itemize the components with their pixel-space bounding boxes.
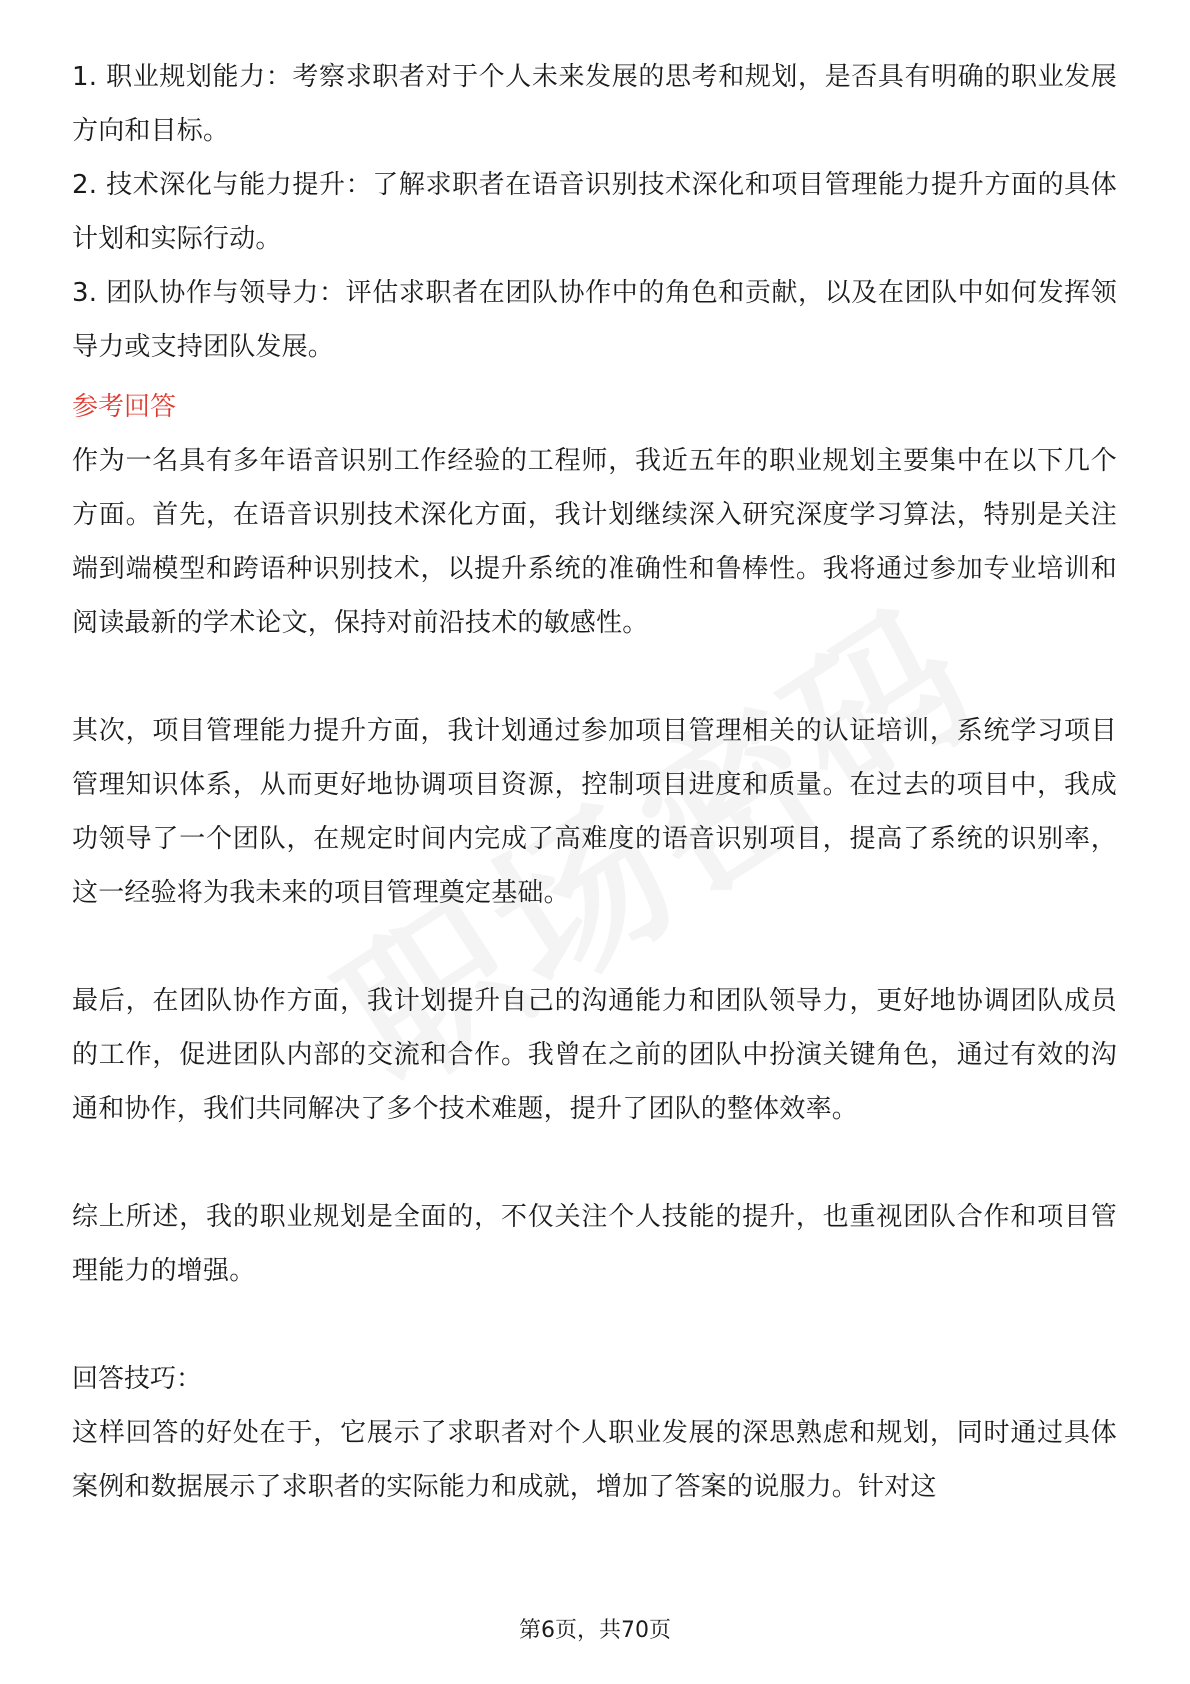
reference-answer-heading: 参考回答 [72,392,177,422]
list-item-1: 1. 职业规划能力：考察求职者对于个人未来发展的思考和规划，是否具有明确的职业发展方向和目标。 [72,62,1117,146]
answer-tips-paragraph: 这样回答的好处在于，它展示了求职者对个人职业发展的深思熟虑和规划，同时通过具体案例和数据展示了求职者的实际能力和成就，增加了答案的说服力。针对这 [72,1418,1117,1502]
page-number-footer: 第6页，共70页 [519,1618,671,1643]
list-item-3: 3. 团队协作与领导力：评估求职者在团队协作中的角色和贡献，以及在团队中如何发挥领导力或支持团队发展。 [72,278,1117,362]
page-content [72,50,1117,1514]
answer-tips-heading: 回答技巧： [72,1364,203,1394]
list-item-2: 2. 技术深化与能力提升：了解求职者在语音识别技术深化和项目管理能力提升方面的具体计划和实际行动。 [72,170,1117,254]
answer-paragraph-4: 综上所述，我的职业规划是全面的，不仅关注个人技能的提升，也重视团队合作和项目管理能力的增强。 [72,1202,1117,1286]
answer-paragraph-1: 作为一名具有多年语音识别工作经验的工程师，我近五年的职业规划主要集中在以下几个方面。首先，在语音识别技术深化方面，我计划继续深入研究深度学习算法，特别是关注端到端模型和跨语种识别技术，以提升系统的准确性和鲁棒性。我将通过参加专业培训和阅读最新的学术论文，保持对前沿技术的敏感性。 [72,446,1117,638]
answer-paragraph-3: 最后，在团队协作方面，我计划提升自己的沟通能力和团队领导力，更好地协调团队成员的工作，促进团队内部的交流和合作。我曾在之前的团队中扮演关键角色，通过有效的沟通和协作，我们共同解决了多个技术难题，提升了团队的整体效率。 [72,986,1117,1124]
answer-paragraph-2: 其次，项目管理能力提升方面，我计划通过参加项目管理相关的认证培训，系统学习项目管理知识体系，从而更好地协调项目资源，控制项目进度和质量。在过去的项目中，我成功领导了一个团队，在规定时间内完成了高难度的语音识别项目，提高了系统的识别率，这一经验将为我未来的项目管理奠定基础。 [72,716,1117,908]
